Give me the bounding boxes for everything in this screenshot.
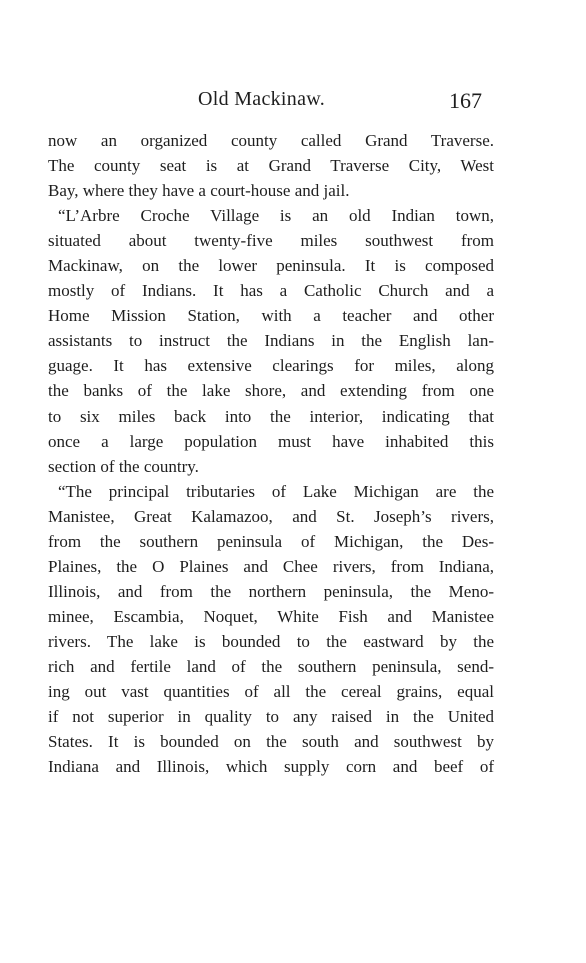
text-line: States. It is bounded on the south and southwest by [48,732,494,752]
text-line: now an organized county called Grand Traverse. [48,131,494,150]
text-line: “The principal tributaries of Lake Michigan are the [58,481,494,501]
text-line: once a large population must have inhabited this [48,431,494,451]
text-line: minee, Escambia, Noquet, White Fish and Manistee [48,606,494,626]
text-line: guage. It has extensive clearings for miles, along [48,356,494,376]
text-line: situated about twenty-five miles southwest from [48,231,494,251]
text-line: Bay, where they have a court-house and jail. [48,181,350,201]
body-text [48,128,494,779]
text-line: “L’Arbre Croche Village is an old Indian town, [58,206,494,226]
text-line: Indiana and Illinois, which supply corn and beef of [48,757,494,777]
text-line: Mackinaw, on the lower peninsula. It is composed [48,256,494,276]
text-line: mostly of Indians. It has a Catholic Church and a [48,281,494,301]
text-line: rivers. The lake is bounded to the eastward by the [48,631,494,651]
text-line: to six miles back into the interior, indicating that [48,406,494,426]
text-line: Plaines, the O Plaines and Chee rivers, from Indiana, [48,556,494,576]
text-line: The county seat is at Grand Traverse City, West [48,156,494,176]
text-line: the banks of the lake shore, and extending from one [48,381,494,401]
running-head [0,88,586,118]
text-line: Manistee, Great Kalamazoo, and St. Joseph’s rivers, [48,506,494,526]
text-line: assistants to instruct the Indians in the English lan- [48,331,494,351]
running-title: Old Mackinaw. [198,88,326,110]
text-line: section of the country. [48,456,199,476]
text-line: ing out vast quantities of all the cereal grains, equal [48,682,494,702]
text-line: Home Mission Station, with a teacher and other [48,306,494,326]
text-line: Illinois, and from the northern peninsula, the Meno- [48,581,494,601]
text-line: rich and fertile land of the southern peninsula, send- [48,656,494,676]
text-line: from the southern peninsula of Michigan, the Des- [48,531,494,551]
text-line: if not superior in quality to any raised in the United [48,707,494,727]
page-number: 167 [449,88,482,113]
